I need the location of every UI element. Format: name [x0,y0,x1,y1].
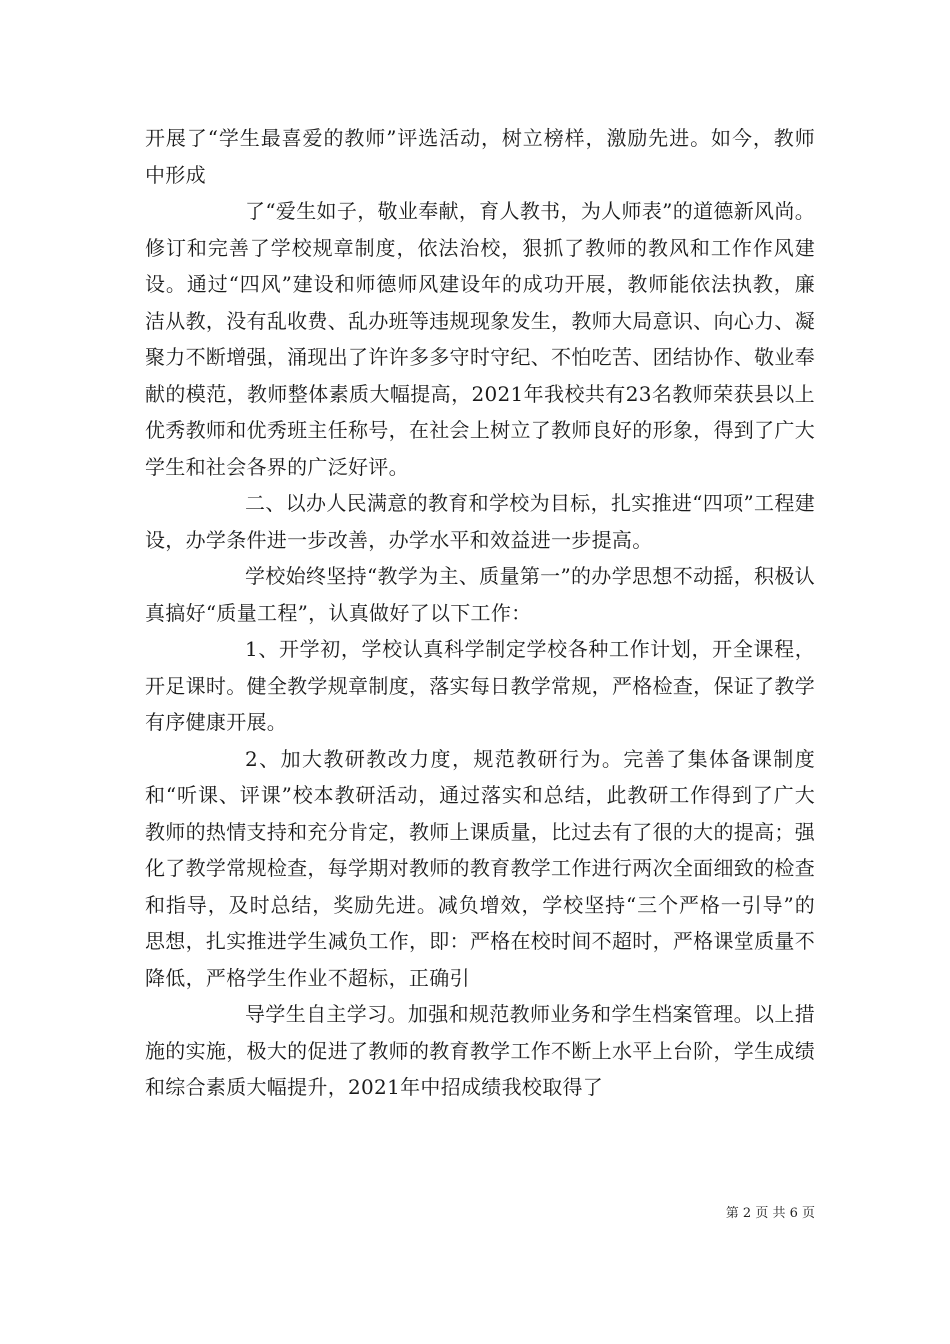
paragraph-7: 导学生自主学习。加强和规范教师业务和学生档案管理。以上措施的实施，极大的促进了教师的教育教学工作不断上水平上台阶，学生成绩和综合素质大幅提升，2021年中招成绩我校取得了 [145,1002,815,1099]
paragraph-3: 二、以办人民满意的教育和学校为目标，扎实推进“四项”工程建设，办学条件进一步改善，办学水平和效益进一步提高。 [145,491,815,552]
page-number: 第 2 页 共 6 页 [725,1206,815,1221]
paragraph-5: 1、开学初，学校认真科学制定学校各种工作计划，开全课程，开足课时。健全教学规章制度，落实每日教学常规，严格检查，保证了教学有序健康开展。 [145,637,815,734]
paragraph-6: 2、加大教研教改力度，规范教研行为。完善了集体备课制度和“听课、评课”校本教研活动，通过落实和总结，此教研工作得到了广大教师的热情支持和充分肯定，教师上课质量，比过去有了很的大的提高；强化了教学常规检查，每学期对教师的教育教学工作进行两次全面细致的检查和指导，及时总结，奖励先进。减负增效，学校坚持“三个严格一引导”的思想，扎实推进学生减负工作，即：严格在校时间不超时，严格课堂质量不降低，严格学生作业不超标，正确引 [145,746,815,990]
body-text [145,120,815,1106]
paragraph-1: 开展了“学生最喜爱的教师”评选活动，树立榜样，激励先进。如今，教师中形成 [145,126,815,187]
paragraph-2: 了“爱生如子，敬业奉献，育人教书，为人师表”的道德新风尚。修订和完善了学校规章制度，依法治校，狠抓了教师的教风和工作作风建设。通过“四风”建设和师德师风建设年的成功开展，教师能依法执教，廉洁从教，没有乱收费、乱办班等违规现象发生，教师大局意识、向心力、凝聚力不断增强，涌现出了许许多多守时守纪、不怕吃苦、团结协作、敬业奉献的模范，教师整体素质大幅提高，2021年我校共有23名教师荣获县以上优秀教师和优秀班主任称号，在社会上树立了教师良好的形象，得到了广大学生和社会各界的广泛好评。 [145,199,815,479]
paragraph-4: 学校始终坚持“教学为主、质量第一”的办学思想不动摇，积极认真搞好“质量工程”，认真做好了以下工作： [145,564,815,625]
